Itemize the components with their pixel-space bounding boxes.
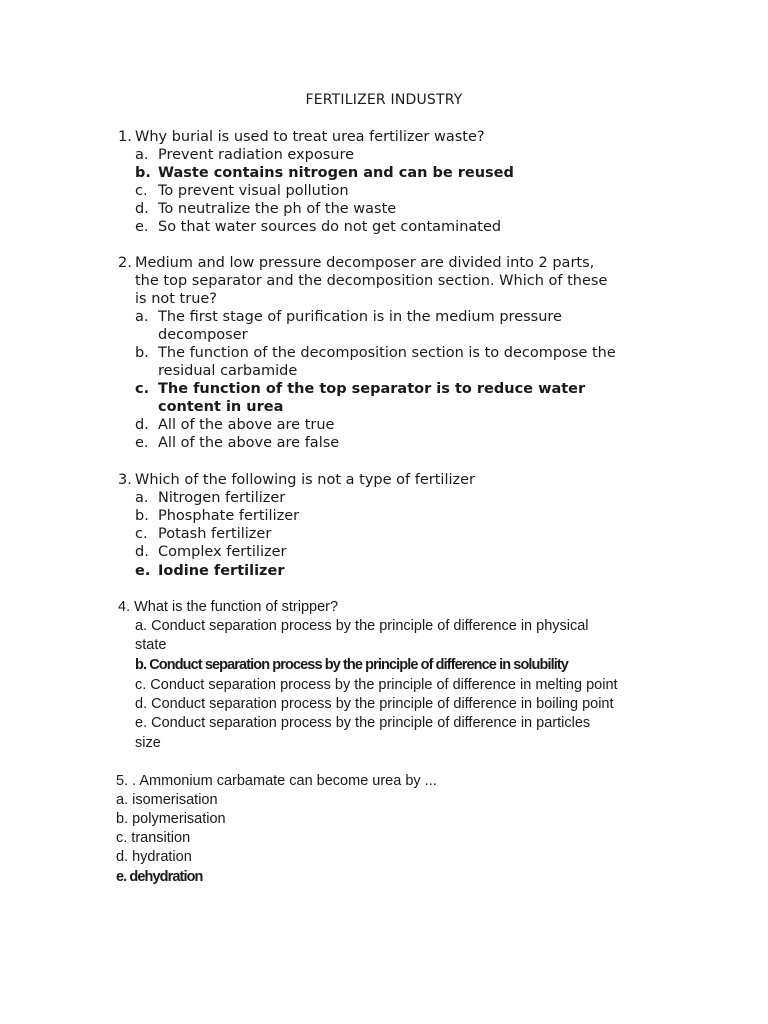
option-text: b. polymerisation bbox=[116, 811, 226, 827]
option-text: residual carbamide bbox=[158, 363, 298, 379]
option-text: Nitrogen fertilizer bbox=[158, 490, 286, 506]
option-text: To prevent visual pollution bbox=[158, 183, 349, 199]
option-letter: a. bbox=[135, 490, 149, 506]
question-text: 5. . Ammonium carbamate can become urea by ... bbox=[116, 773, 437, 789]
option-letter: e. bbox=[135, 219, 149, 235]
option-text: a. isomerisation bbox=[116, 792, 218, 808]
question-text: Why burial is used to treat urea fertilizer waste? bbox=[135, 129, 485, 145]
option-text-correct: Waste contains nitrogen and can be reused bbox=[158, 165, 514, 181]
option-text: size bbox=[135, 735, 161, 751]
page-title: FERTILIZER INDUSTRY bbox=[305, 92, 463, 108]
question-number: 2. bbox=[118, 255, 132, 271]
option-letter-correct: e. bbox=[135, 563, 151, 579]
question-text: Which of the following is not a type of fertilizer bbox=[135, 472, 475, 488]
option-text-correct: e. dehydration bbox=[116, 869, 203, 885]
option-text: All of the above are false bbox=[158, 435, 340, 451]
option-text: d. Conduct separation process by the principle of difference in boiling point bbox=[135, 696, 614, 712]
option-letter: e. bbox=[135, 435, 149, 451]
option-text-correct: The function of the top separator is to reduce water bbox=[158, 381, 586, 397]
option-text-correct: content in urea bbox=[158, 399, 284, 415]
option-text-correct: b. Conduct separation process by the principle of difference in solubility bbox=[135, 657, 568, 673]
option-text: All of the above are true bbox=[158, 417, 335, 433]
option-text: The function of the decomposition section is to decompose the bbox=[158, 345, 616, 361]
option-text: So that water sources do not get contaminated bbox=[158, 219, 502, 235]
option-text: c. Conduct separation process by the principle of difference in melting point bbox=[135, 677, 618, 693]
option-text: c. transition bbox=[116, 830, 191, 846]
option-letter: b. bbox=[135, 508, 149, 524]
option-letter: d. bbox=[135, 201, 149, 217]
option-text: d. hydration bbox=[116, 849, 192, 865]
option-letter: d. bbox=[135, 417, 149, 433]
option-letter: c. bbox=[135, 526, 148, 542]
option-text: To neutralize the ph of the waste bbox=[158, 201, 397, 217]
question-text: 4. What is the function of stripper? bbox=[118, 599, 339, 615]
question-number: 1. bbox=[118, 129, 132, 145]
option-text: e. Conduct separation process by the principle of difference in particles bbox=[135, 715, 591, 731]
option-text: Phosphate fertilizer bbox=[158, 508, 300, 524]
option-letter: a. bbox=[135, 309, 149, 325]
question-text: Medium and low pressure decomposer are divided into 2 parts, bbox=[135, 255, 595, 271]
option-letter: a. bbox=[135, 147, 149, 163]
option-text: Complex fertilizer bbox=[158, 544, 287, 560]
option-text: decomposer bbox=[158, 327, 248, 343]
option-letter-correct: b. bbox=[135, 165, 151, 181]
option-text: Potash fertilizer bbox=[158, 526, 272, 542]
option-text: The first stage of purification is in the medium pressure bbox=[158, 309, 562, 325]
option-letter-correct: c. bbox=[135, 381, 150, 397]
question-text: is not true? bbox=[135, 291, 218, 307]
question-number: 3. bbox=[118, 472, 132, 488]
question-text: the top separator and the decomposition section. Which of these bbox=[135, 273, 608, 289]
option-text: state bbox=[135, 637, 167, 653]
option-letter: b. bbox=[135, 345, 149, 361]
option-letter: c. bbox=[135, 183, 148, 199]
option-text: a. Conduct separation process by the principle of difference in physical bbox=[135, 618, 589, 634]
option-letter: d. bbox=[135, 544, 149, 560]
option-text-correct: Iodine fertilizer bbox=[158, 563, 285, 579]
option-text: Prevent radiation exposure bbox=[158, 147, 355, 163]
